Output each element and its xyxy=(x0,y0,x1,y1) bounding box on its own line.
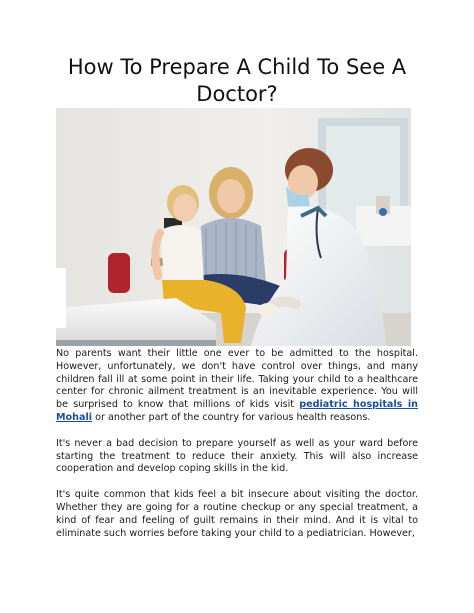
article-photo xyxy=(56,108,411,346)
article-body xyxy=(56,348,418,553)
paragraph-1-text-start: No parents want their little one ever to be admitted to the hospital. However, unfortunately, we don't have control over things, and many children fall ill at some point in their life. Taking your child to a healthcare center for chronic ailment treatment is an inevitable experience. You will be surprised to know that millions of kids visit xyxy=(56,348,418,411)
paragraph-3: It's quite common that kids feel a bit insecure about visiting the doctor. Whether they are going for a routine checkup or any special treatment, a kind of fear and feeling of guilt remains in their mind. And it is vital to eliminate such worries before taking your child to a pediatrician. However, xyxy=(56,489,418,539)
paragraph-2: It's never a bad decision to prepare yourself as well as your ward before starting the treatment to reduce their anxiety. This will also increase cooperation and develop coping skills in the kid. xyxy=(56,437,418,475)
article-title: How To Prepare A Child To See A Doctor? xyxy=(67,55,407,106)
pediatric-hospitals-link[interactable]: pediatric hospitals in Mohali xyxy=(56,399,418,423)
paragraph-1-text-end: or another part of the country for various health reasons. xyxy=(92,411,371,423)
paragraph-1 xyxy=(56,348,418,425)
